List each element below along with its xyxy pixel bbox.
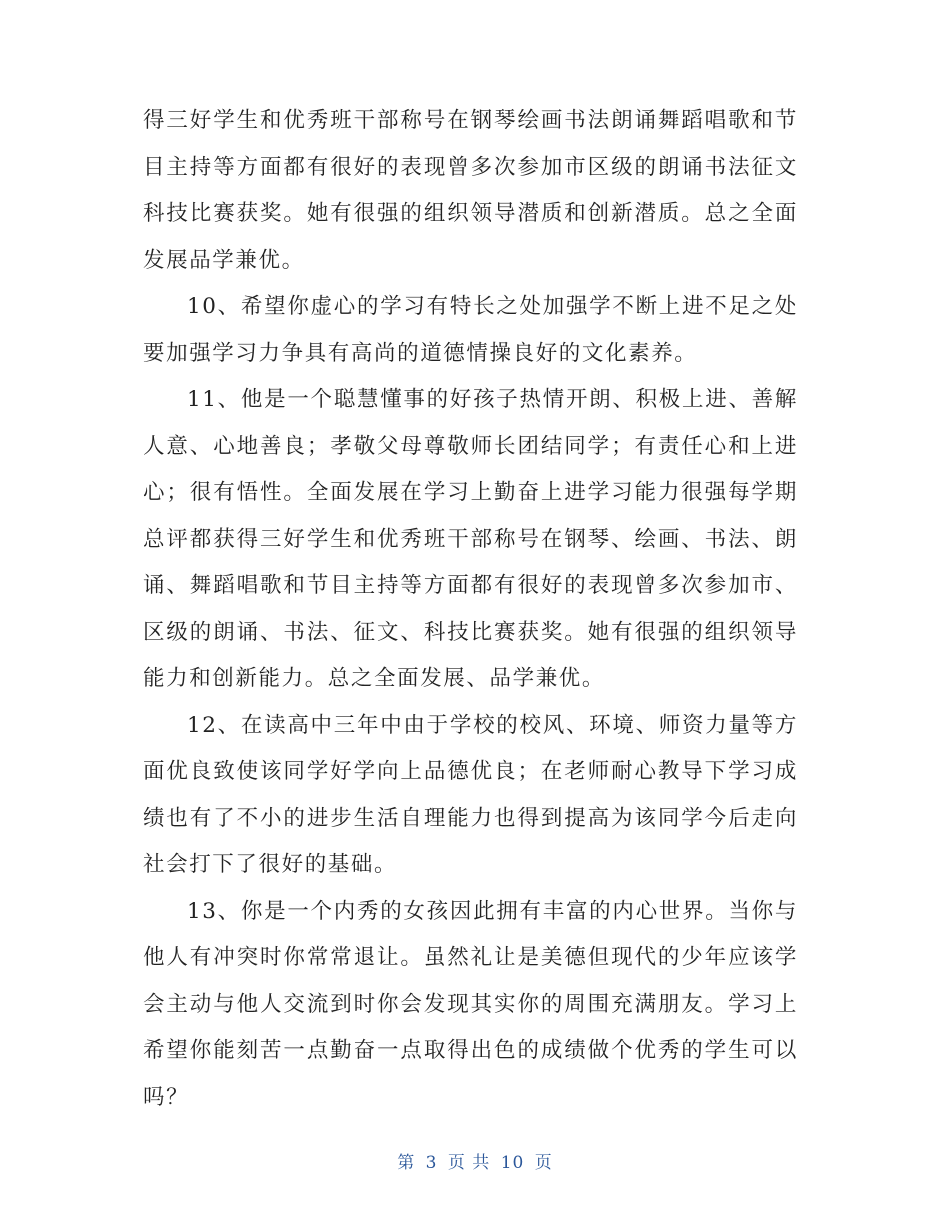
page-footer — [0, 1148, 950, 1173]
footer-suffix: 页 — [534, 1153, 553, 1173]
footer-current-page: 3 — [425, 1153, 438, 1173]
paragraph-continuation: 得三好学生和优秀班干部称号在钢琴绘画书法朗诵舞蹈唱歌和节目主持等方面都有很好的表现曾多次参加市区级的朗诵书法征文科技比赛获奖。她有很强的组织领导潜质和创新潜质。总之全面发展品学兼优。 — [143, 108, 798, 273]
footer-total-pages: 10 — [500, 1153, 525, 1173]
paragraph-item-10: 10、希望你虚心的学习有特长之处加强学不断上进不足之处要加强学习力争具有高尚的道德情操良好的文化素养。 — [143, 294, 798, 366]
footer-middle: 页 共 — [447, 1153, 491, 1173]
footer-prefix: 第 — [397, 1153, 416, 1173]
paragraph-item-12: 12、在读高中三年中由于学校的校风、环境、师资力量等方面优良致使该同学好学向上品德优良；在老师耐心教导下学习成绩也有了不小的进步生活自理能力也得到提高为该同学今后走向社会打下了很好的基础。 — [143, 712, 798, 877]
paragraph-item-13: 13、你是一个内秀的女孩因此拥有丰富的内心世界。当你与他人有冲突时你常常退让。虽然礼让是美德但现代的少年应该学会主动与他人交流到时你会发现其实你的周围充满朋友。学习上希望你能刻苦一点勤奋一点取得出色的成绩做个优秀的学生可以吗？ — [143, 898, 798, 1110]
paragraph-item-11: 11、他是一个聪慧懂事的好孩子热情开朗、积极上进、善解人意、心地善良；孝敬父母尊敬师长团结同学；有责任心和上进心；很有悟性。全面发展在学习上勤奋上进学习能力很强每学期总评都获得三好学生和优秀班干部称号在钢琴、绘画、书法、朗诵、舞蹈唱歌和节目主持等方面都有很好的表现曾多次参加市、区级的朗诵、书法、征文、科技比赛获奖。她有很强的组织领导能力和创新能力。总之全面发展、品学兼优。 — [143, 387, 798, 691]
document-body — [143, 98, 798, 1121]
